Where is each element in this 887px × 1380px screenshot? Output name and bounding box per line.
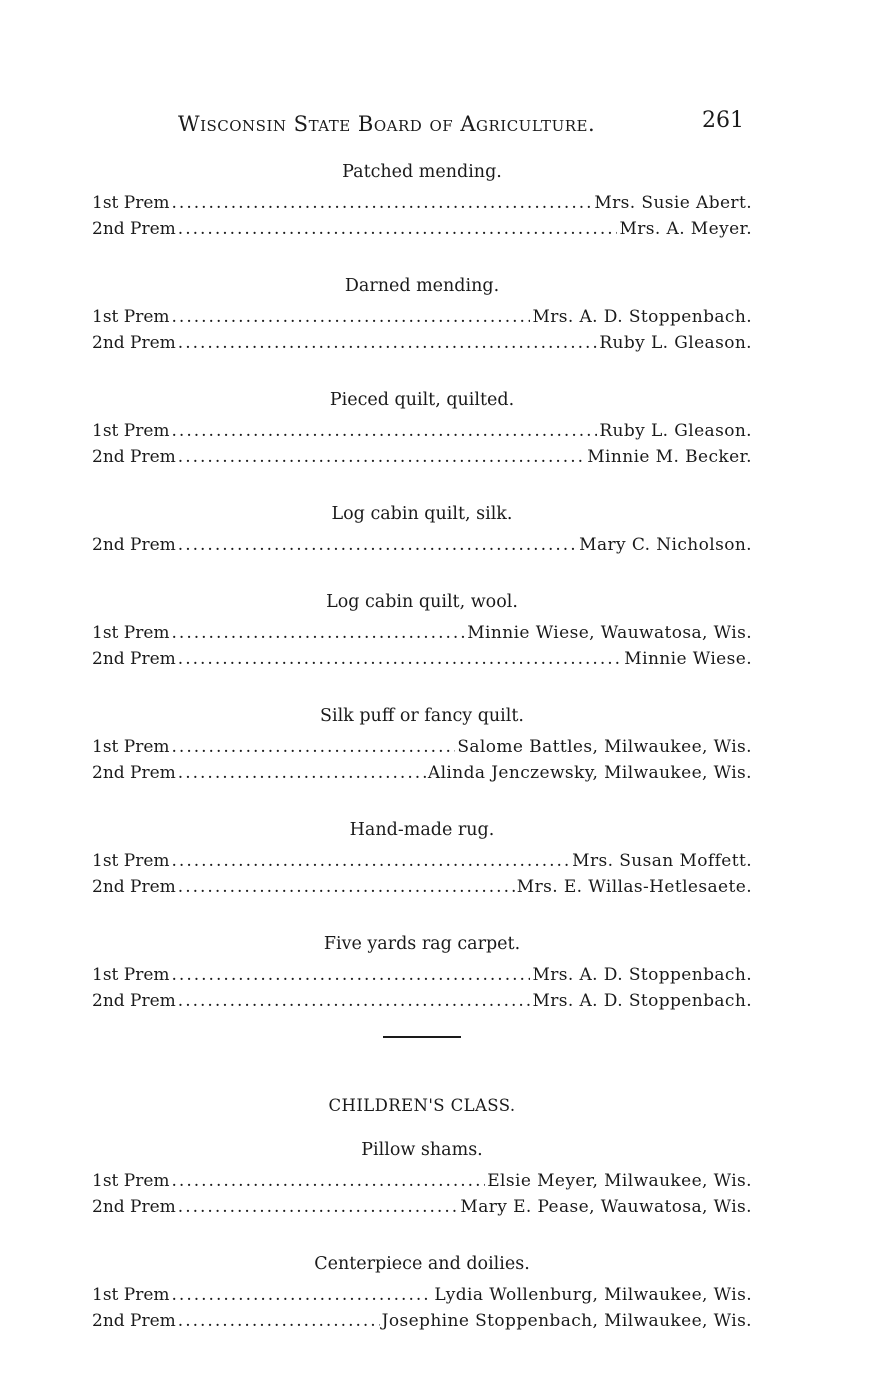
premium-entry [92,1194,752,1220]
section-title: Darned mending. [344,276,500,296]
premium-section [92,274,752,356]
dot-leader [178,1194,459,1220]
premium-entry [92,988,752,1014]
page-number: 261 [702,108,744,133]
premium-section [92,502,752,558]
dot-leader [178,216,618,242]
entry-label: 2nd Prem [92,219,176,239]
premium-entry [92,962,752,988]
premium-section [92,1252,752,1334]
entry-winner: Minnie M. Becker. [587,447,752,467]
dot-leader [172,1282,433,1308]
premium-section [92,704,752,786]
dot-leader [178,760,426,786]
premium-section [92,388,752,470]
premium-entry [92,444,752,470]
section-title: Patched mending. [342,162,502,182]
premium-entry [92,418,752,444]
premium-list [92,160,752,1366]
premium-entry [92,1168,752,1194]
premium-section [92,1138,752,1220]
dot-leader [172,304,531,330]
premium-entry [92,848,752,874]
entry-winner: Alinda Jenczewsky, Milwaukee, Wis. [427,763,752,783]
dot-leader [178,330,598,356]
entry-winner: Salome Battles, Milwaukee, Wis. [457,737,752,757]
premium-entry [92,646,752,672]
entry-label: 1st Prem [92,965,170,985]
premium-section [92,818,752,900]
section-title: Five yards rag carpet. [323,934,521,954]
entry-winner: Mrs. A. D. Stoppenbach. [532,307,752,327]
entry-winner: Mrs. A. Meyer. [619,219,752,239]
entry-winner: Mary C. Nicholson. [579,535,752,555]
dot-leader [172,190,593,216]
childrens-class-heading: CHILDREN'S CLASS. [328,1096,516,1115]
dot-leader [178,646,623,672]
entry-winner: Ruby L. Gleason. [599,421,752,441]
dot-leader [172,848,571,874]
entry-label: 1st Prem [92,1285,170,1305]
entry-winner: Ruby L. Gleason. [599,333,752,353]
section-title: Pillow shams. [361,1140,483,1160]
dot-leader [178,444,585,470]
entry-winner: Mrs. Susan Moffett. [572,851,752,871]
premium-entry [92,760,752,786]
section-title: Pieced quilt, quilted. [329,390,515,410]
entry-label: 2nd Prem [92,763,176,783]
entry-winner: Josephine Stoppenbach, Milwaukee, Wis. [381,1311,752,1331]
entry-winner: Mrs. A. D. Stoppenbach. [532,965,752,985]
premium-entry [92,1282,752,1308]
section-title: Silk puff or fancy quilt. [320,706,524,726]
entry-label: 1st Prem [92,1171,170,1191]
dot-leader [178,874,515,900]
entry-label: 2nd Prem [92,1197,176,1217]
entry-label: 1st Prem [92,623,170,643]
entry-label: 2nd Prem [92,1311,176,1331]
entry-label: 1st Prem [92,737,170,757]
section-divider-rule [383,1036,461,1038]
entry-label: 1st Prem [92,307,170,327]
entry-winner: Minnie Wiese. [624,649,752,669]
dot-leader [172,962,531,988]
section-title: Log cabin quilt, wool. [326,592,518,612]
premium-entry [92,304,752,330]
premium-entry [92,1308,752,1334]
premium-entry [92,620,752,646]
section-title: Centerpiece and doilies. [314,1254,530,1274]
premium-section [92,590,752,672]
premium-entry [92,190,752,216]
premium-entry [92,330,752,356]
dot-leader [178,988,531,1014]
section-title: Hand-made rug. [349,820,495,840]
entry-winner: Lydia Wollenburg, Milwaukee, Wis. [434,1285,752,1305]
premium-section [92,932,752,1014]
entry-label: 1st Prem [92,851,170,871]
entry-winner: Elsie Meyer, Milwaukee, Wis. [487,1171,752,1191]
dot-leader [172,1168,486,1194]
entry-label: 1st Prem [92,421,170,441]
dot-leader [172,620,466,646]
premium-entry [92,874,752,900]
dot-leader [172,418,598,444]
entry-label: 2nd Prem [92,535,176,555]
premium-entry [92,216,752,242]
premium-entry [92,734,752,760]
dot-leader [178,1308,380,1334]
entry-label: 2nd Prem [92,447,176,467]
entry-label: 2nd Prem [92,649,176,669]
entry-winner: Mary E. Pease, Wauwatosa, Wis. [460,1197,752,1217]
entry-label: 1st Prem [92,193,170,213]
entry-winner: Minnie Wiese, Wauwatosa, Wis. [467,623,752,643]
dot-leader [178,532,577,558]
entry-label: 2nd Prem [92,877,176,897]
premium-section [92,160,752,242]
running-title: Wisconsin State Board of Agriculture. [178,112,596,136]
dot-leader [172,734,456,760]
running-head [178,108,744,142]
section-title: Log cabin quilt, silk. [331,504,513,524]
entry-label: 2nd Prem [92,991,176,1011]
premium-entry [92,532,752,558]
entry-winner: Mrs. Susie Abert. [594,193,752,213]
entry-winner: Mrs. E. Willas-Hetlesaete. [516,877,752,897]
entry-label: 2nd Prem [92,333,176,353]
entry-winner: Mrs. A. D. Stoppenbach. [532,991,752,1011]
